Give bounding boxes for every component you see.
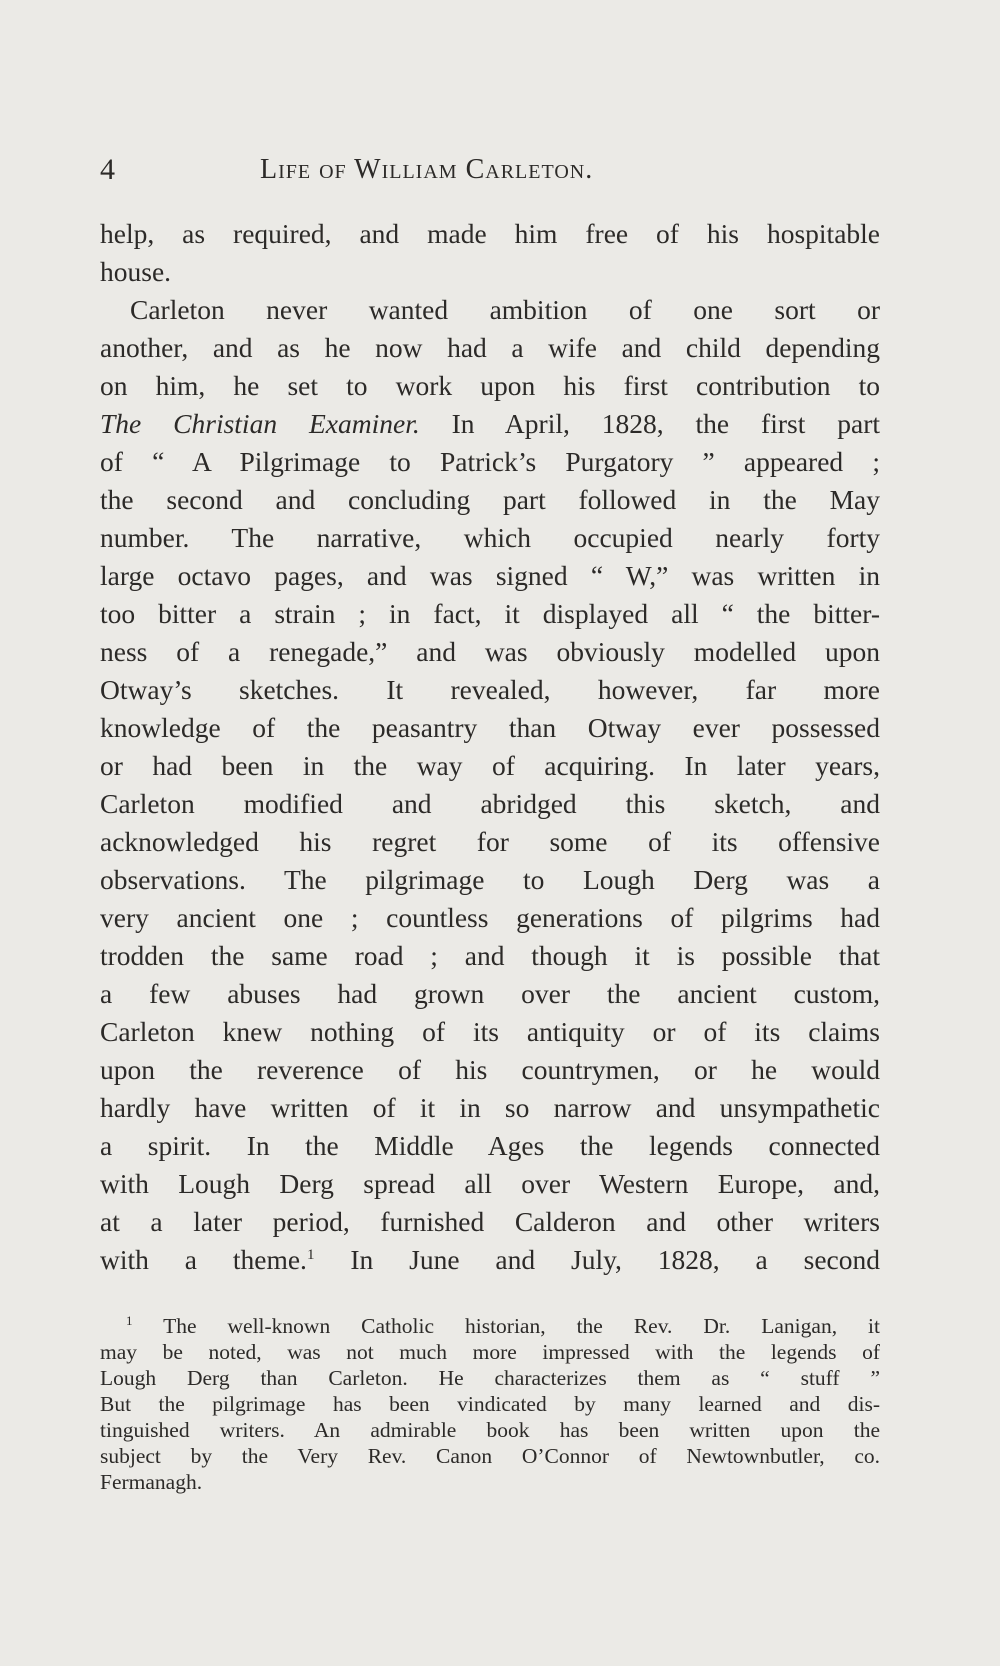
text-line-segment: with a theme.	[100, 1244, 307, 1275]
paragraph-start-line: Carleton never wanted ambition of one sort or	[130, 294, 880, 325]
footnote-reference: 1	[306, 1247, 315, 1263]
text-line: large octavo pages, and was signed “ W,” was written in	[100, 560, 880, 591]
footnote-line: Fermanagh.	[100, 1470, 203, 1494]
text-line: knowledge of the peasantry than Otway ever possessed	[100, 712, 880, 743]
text-line: help, as required, and made him free of his hospitable	[100, 218, 880, 249]
text-line: acknowledged his regret for some of its offensive	[100, 826, 880, 857]
text-line: a few abuses had grown over the ancient custom,	[100, 978, 880, 1009]
text-line-with-title	[100, 405, 880, 443]
text-line: number. The narrative, which occupied nearly forty	[100, 522, 880, 553]
text-line: or had been in the way of acquiring. In later years,	[100, 750, 880, 781]
running-title: Life of William Carleton.	[260, 154, 594, 185]
text-line: on him, he set to work upon his first contribution to	[100, 370, 880, 401]
text-line: upon the reverence of his countrymen, or he would	[100, 1054, 880, 1085]
text-line: another, and as he now had a wife and child depending	[100, 332, 880, 363]
footnote-line: may be noted, was not much more impressed with the legends of	[100, 1340, 880, 1364]
text-line: ness of a renegade,” and was obviously modelled upon	[100, 636, 880, 667]
text-line: trodden the same road ; and though it is possible that	[100, 940, 880, 971]
text-line: with Lough Derg spread all over Western Europe, and,	[100, 1168, 880, 1199]
text-line: very ancient one ; countless generations of pilgrims had	[100, 902, 880, 933]
footnote-marker: 1	[126, 1313, 133, 1328]
text-line-with-footnote-ref	[100, 1241, 880, 1279]
text-line: the second and concluding part followed in the May	[100, 484, 880, 515]
text-line: hardly have written of it in so narrow and unsympathetic	[100, 1092, 880, 1123]
footnote	[100, 1313, 880, 1495]
text-line-segment: In June and July, 1828, a second	[350, 1244, 880, 1275]
footnote-line: But the pilgrimage has been vindicated by many learned and dis-	[100, 1392, 880, 1416]
italic-periodical-title: The Christian Examiner.	[100, 408, 420, 439]
text-line: at a later period, furnished Calderon and other writers	[100, 1206, 880, 1237]
text-line-segment: In April, 1828, the first part	[451, 408, 880, 439]
text-line: of “ A Pilgrimage to Patrick’s Purgatory ” appeared ;	[100, 446, 880, 477]
text-line: observations. The pilgrimage to Lough Derg was a	[100, 864, 880, 895]
text-line: a spirit. In the Middle Ages the legends connected	[100, 1130, 880, 1161]
footnote-line	[100, 1313, 880, 1339]
running-head	[100, 150, 880, 190]
text-line: too bitter a strain ; in fact, it displayed all “ the bitter-	[100, 598, 880, 629]
footnote-line-text: The well-known Catholic historian, the Rev. Dr. Lanigan, it	[163, 1314, 880, 1338]
text-line: house.	[100, 256, 172, 287]
text-line: Carleton modified and abridged this sketch, and	[100, 788, 880, 819]
body-text	[100, 215, 880, 1279]
text-line: Otway’s sketches. It revealed, however, far more	[100, 674, 880, 705]
footnote-line: tinguished writers. An admirable book has been written upon the	[100, 1418, 880, 1442]
footnote-line: Lough Derg than Carleton. He characterizes them as “ stuff ”	[100, 1366, 880, 1390]
footnote-line: subject by the Very Rev. Canon O’Connor of Newtownbutler, co.	[100, 1444, 880, 1468]
page-number: 4	[100, 153, 115, 186]
text-line: Carleton knew nothing of its antiquity or of its claims	[100, 1016, 880, 1047]
